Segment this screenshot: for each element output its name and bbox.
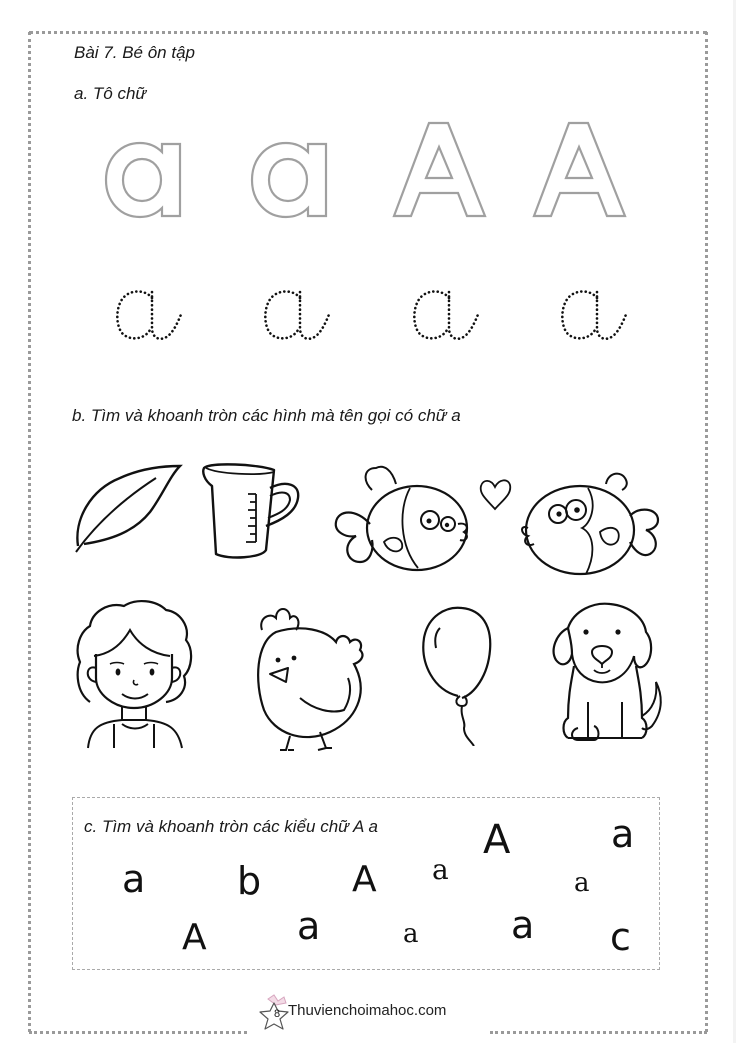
letter-option[interactable]: A xyxy=(483,817,511,863)
worksheet-title: Bài 7. Bé ôn tập xyxy=(74,43,195,62)
outline-letter-A-1 xyxy=(392,120,492,220)
letter-option[interactable]: c xyxy=(610,915,631,959)
section-a-heading: a. Tô chữ xyxy=(74,84,147,103)
letter-option[interactable]: b xyxy=(237,859,262,903)
boy-fish-picture[interactable] xyxy=(518,470,663,580)
frame-border-top xyxy=(29,31,707,34)
letter-option[interactable]: A xyxy=(352,859,377,900)
dotted-cursive-a-1 xyxy=(112,286,188,344)
section-c-heading: c. Tìm và khoanh tròn các kiểu chữ A a xyxy=(84,817,378,836)
grandmother-picture[interactable] xyxy=(74,598,196,750)
letter-option[interactable]: a xyxy=(574,868,590,898)
letter-option[interactable]: a xyxy=(611,812,635,856)
frame-border-bottom-right xyxy=(490,1031,707,1034)
outline-letter-a-2 xyxy=(246,138,336,222)
measuring-cup-picture[interactable] xyxy=(198,460,308,565)
outline-letter-a-1 xyxy=(100,138,190,222)
letter-option[interactable]: a xyxy=(403,919,419,949)
page-number: 8 xyxy=(274,1008,281,1020)
frame-border-bottom-left xyxy=(29,1031,247,1034)
frame-border-right xyxy=(705,32,708,1032)
dotted-cursive-a-4 xyxy=(557,286,633,344)
site-name: Thuvienchoimahoc.com xyxy=(288,1002,447,1019)
chick-picture[interactable] xyxy=(256,602,372,752)
dotted-cursive-a-3 xyxy=(409,286,485,344)
heart-icon xyxy=(477,476,513,512)
letter-option[interactable]: a xyxy=(297,904,321,948)
dotted-cursive-a-2 xyxy=(260,286,336,344)
girl-fish-picture[interactable] xyxy=(332,458,472,578)
letter-option[interactable]: a xyxy=(122,857,146,901)
footer xyxy=(258,993,490,1037)
frame-border-left xyxy=(28,32,31,1032)
dog-picture[interactable] xyxy=(548,598,664,752)
leaf-picture[interactable] xyxy=(70,460,185,555)
outline-letter-A-2 xyxy=(532,120,632,220)
balloon-picture[interactable] xyxy=(420,604,498,746)
letter-option[interactable]: A xyxy=(182,917,207,958)
letter-option[interactable]: a xyxy=(432,853,449,886)
section-b-heading: b. Tìm và khoanh tròn các hình mà tên gọi có chữ a xyxy=(72,406,461,425)
letter-option[interactable]: a xyxy=(511,903,535,947)
